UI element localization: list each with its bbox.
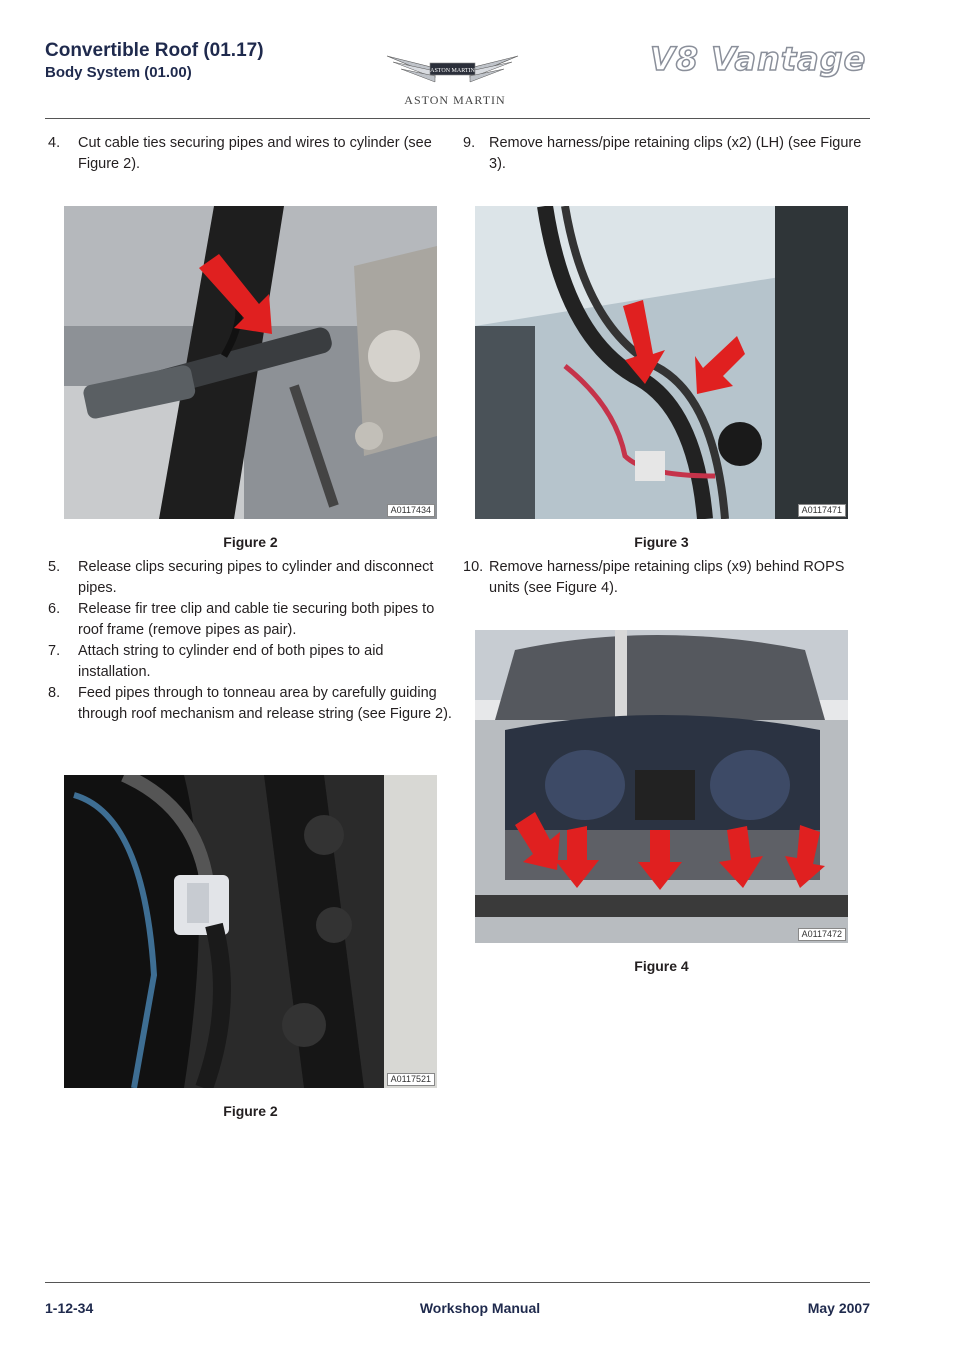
step-7 [48, 641, 453, 683]
figure-caption: Figure 3 [634, 534, 689, 550]
figure-2-photo [64, 206, 437, 519]
step-10 [463, 557, 868, 599]
step-number: 5. [48, 559, 61, 575]
header-rule [45, 118, 870, 119]
figure-id: A0117521 [387, 1073, 435, 1086]
figure-3-photo [475, 206, 848, 519]
step-number: 4. [48, 135, 61, 151]
step-text: Cut cable ties securing pipes and wires to cylinder (see Figure 2). [78, 135, 432, 172]
section-subtitle: Body System (01.00) [45, 64, 192, 81]
figure-id: A0117471 [798, 504, 846, 517]
brand-name: ASTON MARTIN [404, 93, 506, 107]
svg-text:ASTON MARTIN: ASTON MARTIN [430, 68, 475, 74]
step-text: Remove harness/pipe retaining clips (x9) behind ROPS units (see Figure 4). [489, 559, 845, 596]
step-text: Remove harness/pipe retaining clips (x2) (LH) (see Figure 3). [489, 135, 862, 172]
step-number: 6. [48, 601, 61, 617]
step-number: 7. [48, 643, 61, 659]
step-number: 10. [463, 559, 484, 575]
step-8 [48, 683, 458, 725]
figure-id: A0117472 [798, 928, 846, 941]
step-4 [48, 133, 453, 175]
figure-2b-photo [64, 775, 437, 1088]
step-6 [48, 599, 453, 641]
figure-caption: Figure 2 [223, 1103, 278, 1119]
step-number: 8. [48, 685, 61, 701]
step-text: Release fir tree clip and cable tie securing both pipes to roof frame (remove pipes as pair). [78, 601, 435, 638]
section-title: Convertible Roof (01.17) [45, 40, 264, 61]
step-text: Feed pipes through to tonneau area by carefully guiding through roof mechanism and release string (see Figure 2). [78, 685, 452, 722]
manual-title: Workshop Manual [419, 1300, 541, 1316]
step-5 [48, 557, 453, 599]
page-number: 1-12-34 [45, 1300, 94, 1316]
figure-4-photo [475, 630, 848, 943]
figure-id: A0117434 [387, 504, 435, 517]
publication-date: May 2007 [807, 1300, 870, 1316]
footer-rule [45, 1282, 870, 1283]
step-text: Release clips securing pipes to cylinder and disconnect pipes. [78, 559, 434, 596]
figure-caption: Figure 4 [634, 958, 689, 974]
step-text: Attach string to cylinder end of both pipes to aid installation. [78, 643, 384, 680]
step-9 [463, 133, 868, 175]
model-logo-text: V8 Vantage [650, 40, 867, 78]
figure-caption: Figure 2 [223, 534, 278, 550]
step-number: 9. [463, 135, 476, 151]
